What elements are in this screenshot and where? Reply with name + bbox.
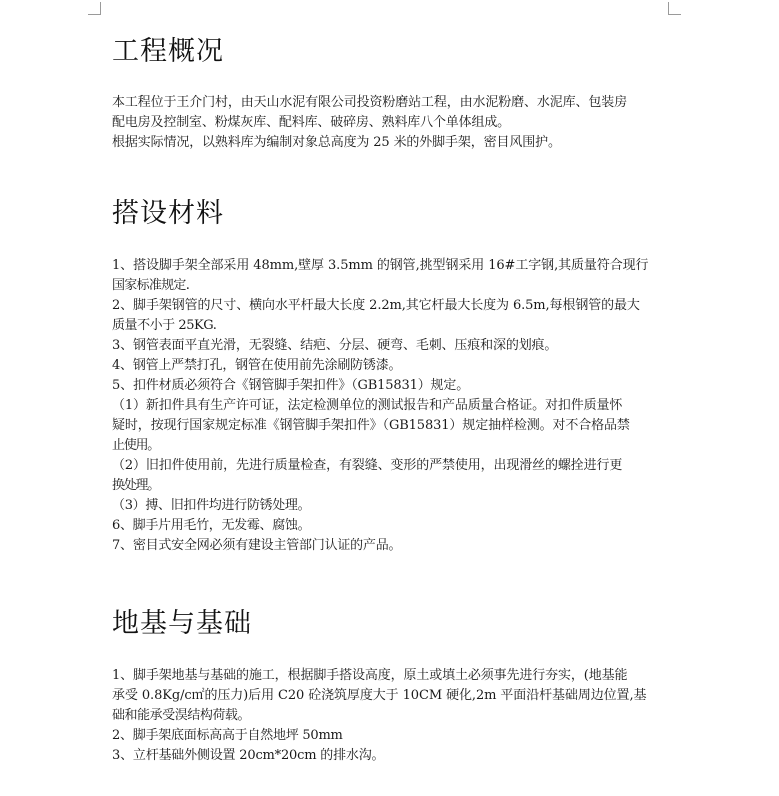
text-line: 7、密目式安全网必须有建设主管部门认证的产品。 (112, 538, 402, 553)
section-heading-materials: 搭设材料 (112, 198, 224, 229)
text-line: （3）搏、旧扣件均进行防锈处理。 (112, 498, 311, 513)
text-line: 础和能承受淏结构荷载。 (112, 708, 251, 723)
crop-mark-top-left (88, 2, 101, 15)
text-line: 配电房及控制室、粉煤灰库、配料库、破碎房、熟料库八个单体组成。 (112, 115, 511, 130)
section-body-materials (112, 256, 672, 556)
text-line: 2、脚手架底面标高高于自然地坪 50mm (112, 728, 343, 743)
section-heading-overview: 工程概况 (112, 36, 224, 67)
section-heading-foundation: 地基与基础 (112, 608, 252, 639)
text-line: （2）旧扣件使用前，先进行质量检查，有裂缝、变形的严禁使用，出现滑丝的螺拴进行更 (112, 458, 623, 473)
text-line: 5、扣件材质必须符合《钢管脚手架扣件》（GB15831）规定。 (112, 378, 470, 393)
text-line: 承受 0.8Kg/c㎡的压力)后用 C20 砼浇筑厚度大于 10CM 硬化,2m 平面沿杆基础周边位置,基 (112, 688, 647, 703)
section-body-overview (112, 93, 672, 153)
crop-mark-top-right (668, 2, 681, 15)
section-body-foundation (112, 666, 672, 766)
text-line: 本工程位于王介门村，由天山水泥有限公司投资粉磨站工程，由水泥粉磨、水泥库、包装房 (112, 95, 628, 110)
text-line: 3、钢管表面平直光滑，无裂缝、结疤、分层、硬弯、毛刺、压痕和深的划痕。 (112, 338, 558, 353)
text-line: 2、脚手架钢管的尺寸、横向水平杆最大长度 2.2m,其它杆最大长度为 6.5m,每根钢管的最大 (112, 298, 640, 313)
text-line: 止使用。 (112, 438, 160, 453)
text-line: 换处理。 (112, 478, 160, 493)
text-line: 国家标准规定. (112, 278, 190, 293)
text-line: 3、立杆基础外侧设置 20cm*20cm 的排水沟。 (112, 748, 385, 763)
text-line: 质量不小于 25KG. (112, 318, 217, 333)
text-line: 4、钢管上严禁打孔，钢管在使用前先涂刷防锈漆。 (112, 358, 402, 373)
text-line: （1）新扣件具有生产许可证，法定检测单位的测试报告和产品质量合格证。对扣件质量怀 (112, 398, 623, 413)
text-line: 6、脚手片用毛竹，无发霉、腐蚀。 (112, 518, 311, 533)
text-line: 根据实际情况，以熟料库为编制对象总高度为 25 米的外脚手架，密目风围护。 (112, 135, 561, 150)
text-line: 疑时，按现行国家规定标准《钢管脚手架扣件》（GB15831）规定抽样检测。对不合格品禁 (112, 418, 630, 433)
text-line: 1、脚手架地基与基础的施工，根据脚手搭设高度，原土或填土必须事先进行夯实，(地基能 (112, 668, 628, 683)
text-line: 1、搭设脚手架全部采用 48mm,壁厚 3.5mm 的钢管,挑型钢采用 16#工字钢,其质量符合现行 (112, 258, 649, 273)
